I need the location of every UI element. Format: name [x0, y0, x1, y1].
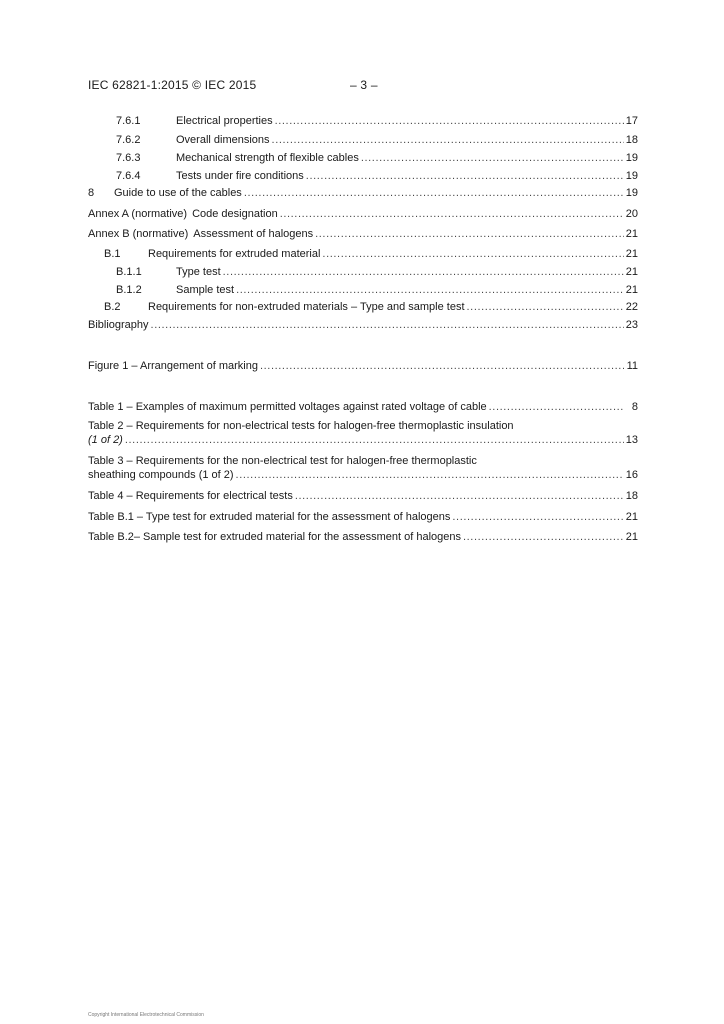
toc-entry-7-6-3[interactable]: [88, 151, 638, 165]
dot-leader: [322, 247, 623, 261]
toc-number: B.1.2: [116, 284, 142, 296]
toc-title: Mechanical strength of flexible cables: [176, 152, 359, 164]
toc-entry-7-6-2[interactable]: [88, 133, 638, 147]
table-title: Table B.2– Sample test for extruded material for the assessment of halogens: [88, 531, 461, 543]
toc-title: Requirements for extruded material: [148, 248, 321, 260]
dot-leader: [452, 510, 623, 524]
toc-page: 18: [625, 134, 638, 146]
dot-leader: [151, 318, 624, 332]
figure-entry-1[interactable]: [88, 359, 638, 373]
toc-number: 8: [88, 187, 95, 199]
toc-title: Type test: [176, 266, 221, 278]
toc-number: B.1.1: [116, 266, 142, 278]
dot-leader: [467, 300, 624, 314]
table-entry-2[interactable]: [88, 419, 638, 447]
toc-number: Annex A (normative): [88, 208, 188, 220]
toc-number: 7.6.3: [116, 152, 141, 164]
figure-title: Figure 1 – Arrangement of marking: [88, 360, 258, 372]
toc-page: 22: [625, 301, 638, 313]
toc-title: Code designation: [192, 208, 278, 220]
toc-entry-annex-b[interactable]: [88, 227, 638, 241]
table-title: Table B.1 – Type test for extruded material for the assessment of halogens: [88, 511, 451, 523]
dot-leader: [295, 489, 624, 503]
table-page: 13: [625, 434, 638, 446]
table-page: 18: [625, 490, 638, 502]
toc-entry-annex-a[interactable]: [88, 207, 638, 221]
table-page: 21: [625, 511, 638, 523]
toc-entry-b-1[interactable]: [88, 247, 638, 261]
table-page: 8: [631, 401, 638, 413]
dot-leader: [223, 265, 624, 279]
toc-page: 21: [625, 284, 638, 296]
toc-title: Assessment of halogens: [193, 228, 314, 240]
toc-page: 19: [625, 152, 638, 164]
toc-page: 19: [625, 170, 638, 182]
dot-leader: [125, 433, 624, 447]
toc-page: 21: [625, 266, 638, 278]
dot-leader: [236, 283, 624, 297]
toc-page: 23: [625, 319, 638, 331]
dot-leader: [306, 169, 624, 183]
table-title-line-2: (1 of 2): [88, 434, 123, 446]
toc-number: Annex B (normative): [88, 228, 189, 240]
toc-number: 7.6.2: [116, 134, 141, 146]
dot-leader: [463, 530, 624, 544]
toc-title: Sample test: [176, 284, 235, 296]
dot-leader: [315, 227, 624, 241]
table-page: 16: [625, 469, 638, 481]
table-entry-3[interactable]: [88, 454, 638, 482]
dot-leader: [361, 151, 624, 165]
toc-entry-8[interactable]: [88, 186, 638, 200]
toc-page: 17: [625, 115, 638, 127]
toc-title: Guide to use of the cables: [114, 187, 242, 199]
table-title-line-1: Table 2 – Requirements for non-electrical tests for halogen-free thermoplastic insulation: [88, 420, 514, 432]
dot-leader: [244, 186, 624, 200]
toc-number: B.2: [104, 301, 121, 313]
toc-number: 7.6.1: [116, 115, 141, 127]
dot-leader: [236, 468, 624, 482]
toc-entry-bibliography[interactable]: [88, 318, 638, 332]
toc-number: B.1: [104, 248, 121, 260]
toc-title: Tests under fire conditions: [176, 170, 304, 182]
toc-page: 20: [625, 208, 638, 220]
table-title: Table 1 – Examples of maximum permitted voltages against rated voltage of cable: [88, 401, 487, 413]
dot-leader: [489, 400, 624, 414]
toc-title: Requirements for non-extruded materials – Type and sample test: [148, 301, 465, 313]
toc-entry-b-1-2[interactable]: [88, 283, 638, 297]
toc-title: Bibliography: [88, 319, 149, 331]
table-page: 21: [625, 531, 638, 543]
toc-entry-b-1-1[interactable]: [88, 265, 638, 279]
toc-entry-7-6-1[interactable]: [88, 114, 638, 128]
table-title-line-1: Table 3 – Requirements for the non-electrical test for halogen-free thermoplastic: [88, 455, 477, 467]
dot-leader: [280, 207, 624, 221]
standard-reference: IEC 62821-1:2015 © IEC 2015: [88, 78, 257, 92]
toc-page: 21: [625, 228, 638, 240]
table-title-line-2: sheathing compounds (1 of 2): [88, 469, 234, 481]
table-title: Table 4 – Requirements for electrical tests: [88, 490, 293, 502]
dot-leader: [272, 133, 624, 147]
toc-page: 21: [625, 248, 638, 260]
toc-title: Overall dimensions: [176, 134, 270, 146]
toc-title: Electrical properties: [176, 115, 273, 127]
table-entry-b-2[interactable]: [88, 530, 638, 544]
toc-entry-7-6-4[interactable]: [88, 169, 638, 183]
dot-leader: [260, 359, 624, 373]
table-entry-b-1[interactable]: [88, 510, 638, 524]
toc-entry-b-2[interactable]: [88, 300, 638, 314]
table-entry-1[interactable]: [88, 400, 638, 414]
copyright-footer: Copyright International Electrotechnical Commission: [88, 1012, 204, 1018]
figure-page: 11: [626, 360, 638, 372]
table-entry-4[interactable]: [88, 489, 638, 503]
page-number: – 3 –: [350, 78, 378, 92]
toc-page: 19: [625, 187, 638, 199]
dot-leader: [275, 114, 624, 128]
toc-number: 7.6.4: [116, 170, 141, 182]
